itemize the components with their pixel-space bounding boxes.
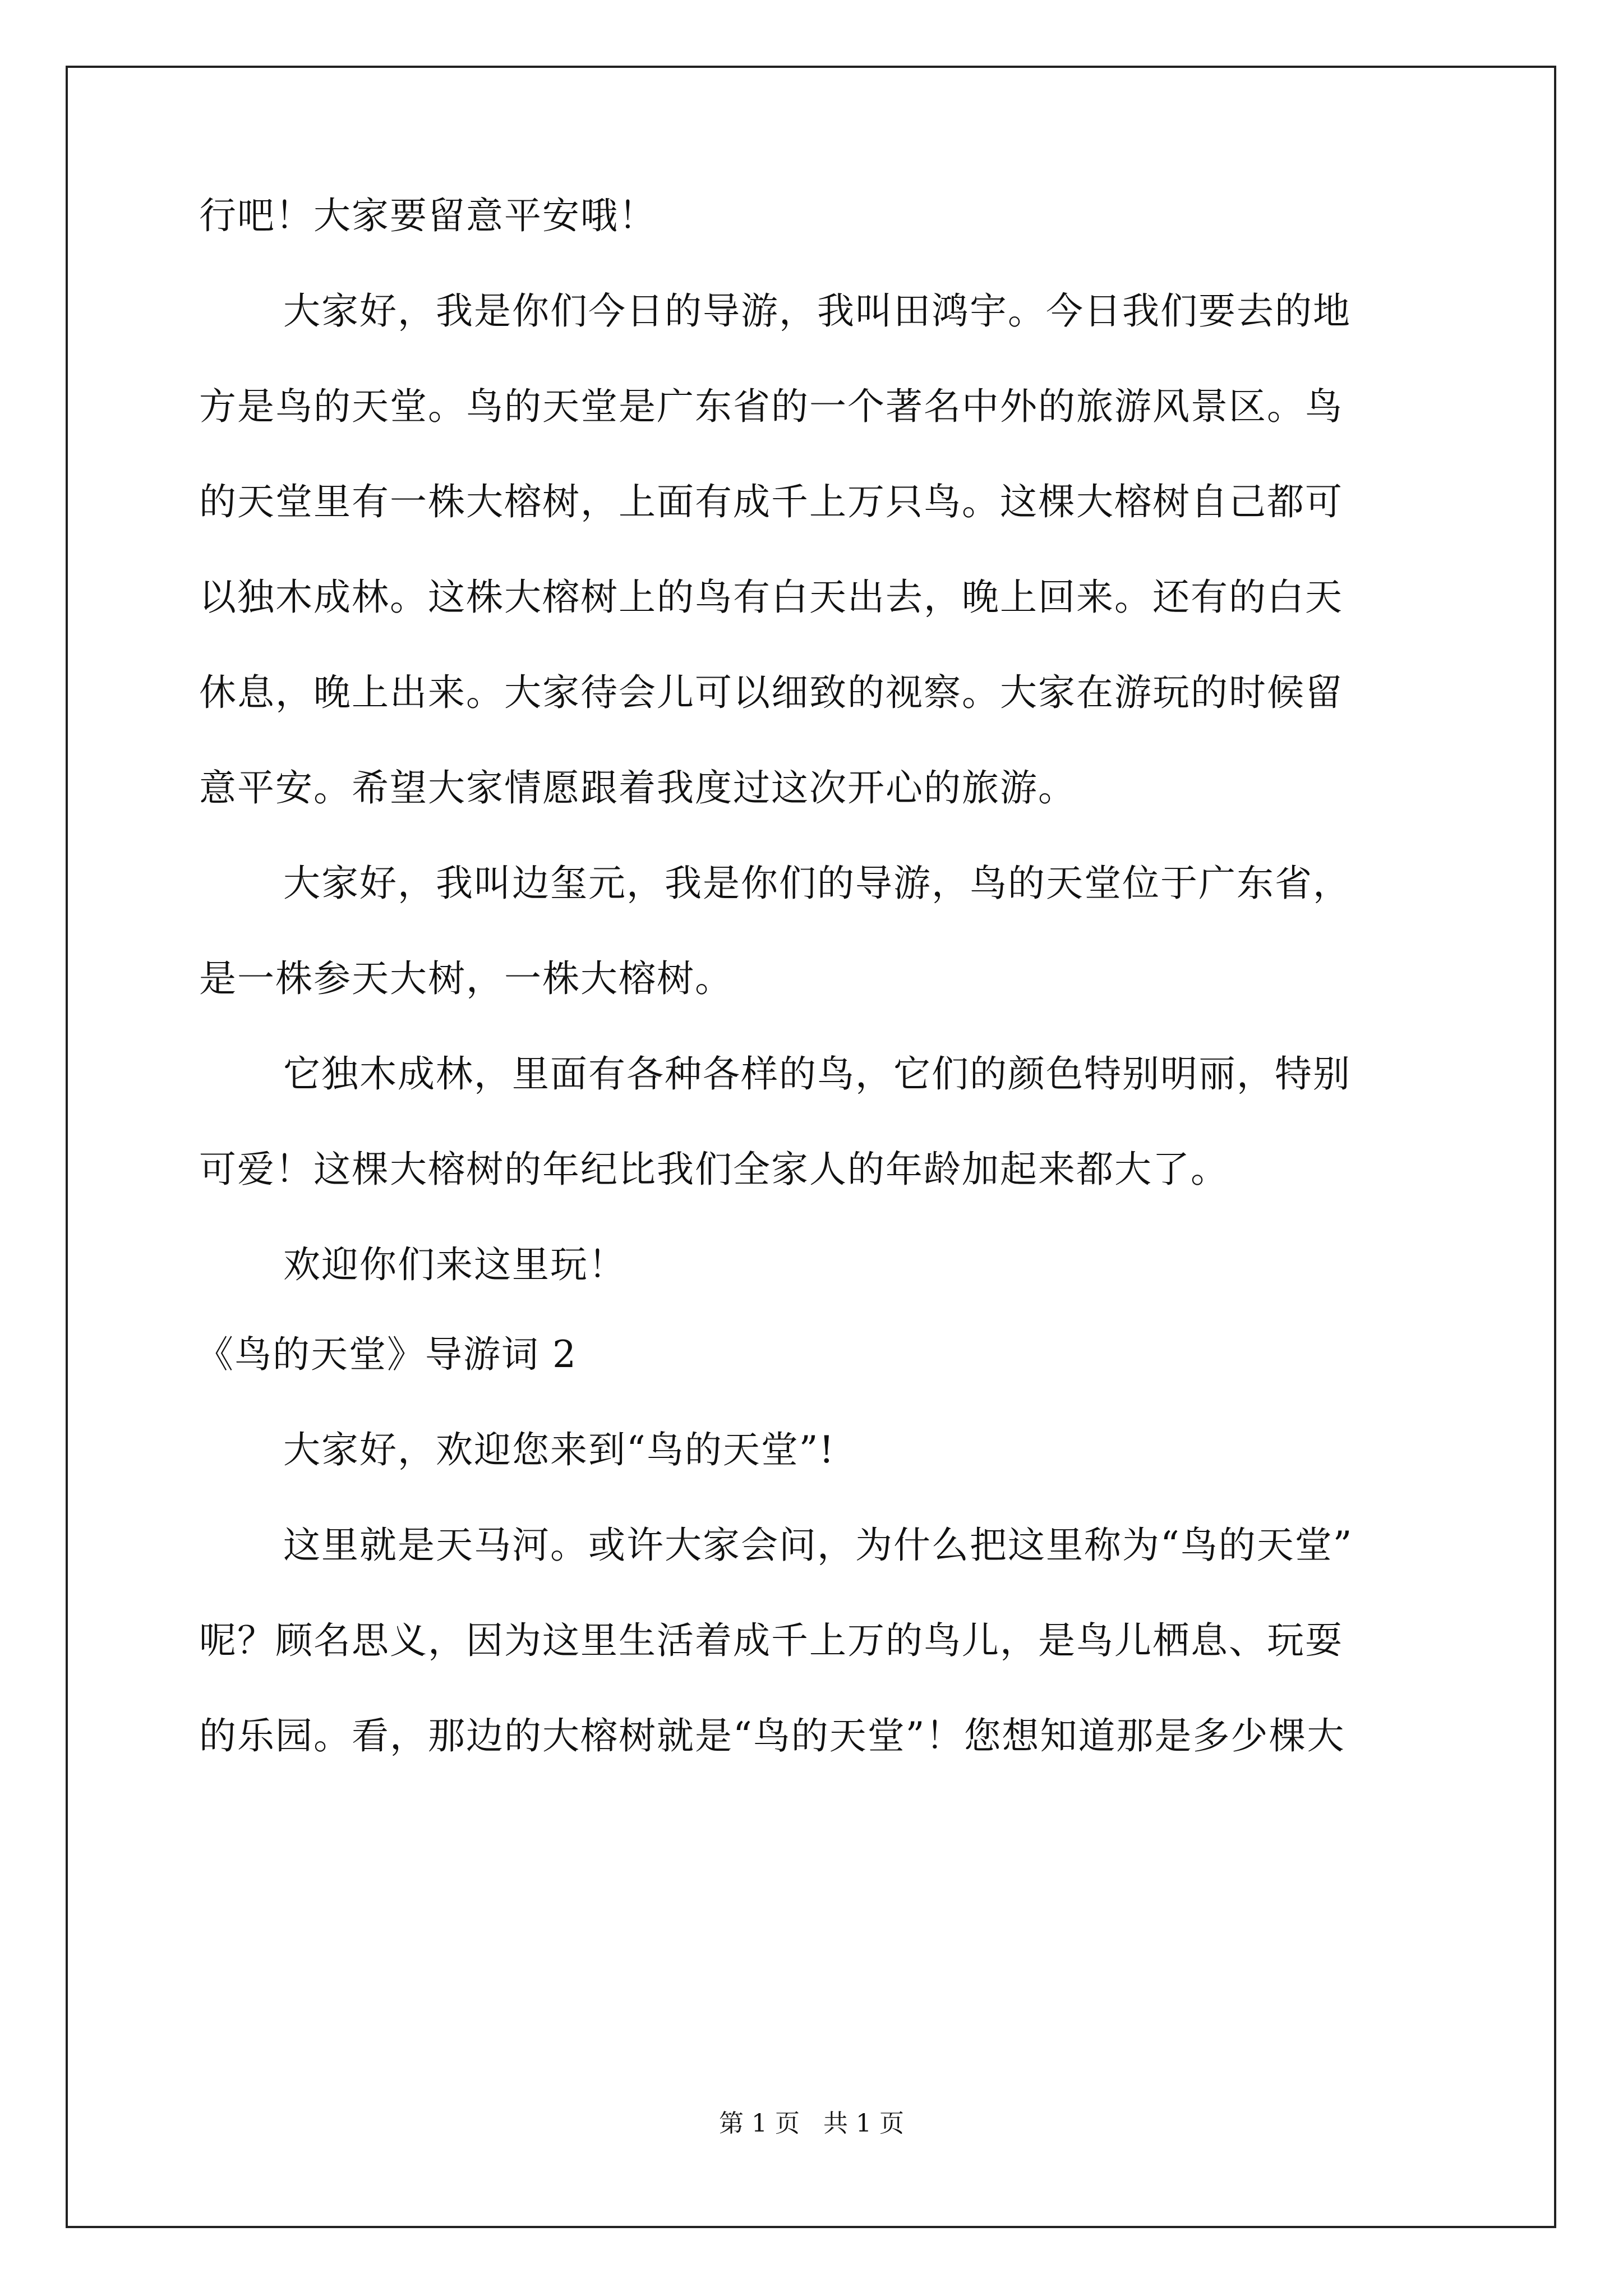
- text-line: 意平安。希望大家情愿跟着我度过这次开心的旅游。: [199, 766, 1076, 809]
- text-line: 休息，晚上出来。大家待会儿可以细致的视察。大家在游玩的时候留: [199, 671, 1343, 714]
- text-line: 方是鸟的天堂。鸟的天堂是广东省的一个著名中外的旅游风景区。鸟: [199, 385, 1343, 428]
- page-total: 共 1 页: [823, 2109, 904, 2138]
- section-heading: 《鸟的天堂》导游词 2: [196, 1333, 577, 1376]
- text-line: 欢迎你们来这里玩！: [283, 1243, 626, 1286]
- text-line: 它独木成林，里面有各种各样的鸟，它们的颜色特别明丽，特别: [283, 1052, 1351, 1096]
- text-line: 的乐园。看，那边的大榕树就是“鸟的天堂”！您想知道那是多少棵大: [199, 1714, 1345, 1757]
- text-line: 行吧！大家要留意平安哦！: [199, 194, 657, 237]
- text-line: 大家好，我叫边玺元，我是你们的导游，鸟的天堂位于广东省，: [283, 862, 1351, 905]
- text-line: 大家好，我是你们今日的导游，我叫田鸿宇。今日我们要去的地: [283, 289, 1351, 333]
- text-line: 是一株参天大树，一株大榕树。: [199, 957, 733, 1000]
- text-line: 大家好，欢迎您来到“鸟的天堂”!: [283, 1428, 836, 1471]
- page-number: 第 1 页: [719, 2109, 800, 2138]
- text-line: 以独木成林。这株大榕树上的鸟有白天出去，晚上回来。还有的白天: [199, 576, 1343, 619]
- text-line: 可爱！这棵大榕树的年纪比我们全家人的年龄加起来都大了。: [199, 1148, 1229, 1191]
- text-line: 呢？顾名思义，因为这里生活着成千上万的鸟儿，是鸟儿栖息、玩耍: [199, 1619, 1343, 1662]
- text-line: 这里就是天马河。或许大家会问，为什么把这里称为“鸟的天堂”: [283, 1524, 1353, 1567]
- text-line: 的天堂里有一株大榕树，上面有成千上万只鸟。这棵大榕树自己都可: [199, 480, 1343, 523]
- page-footer: [0, 2107, 1623, 2141]
